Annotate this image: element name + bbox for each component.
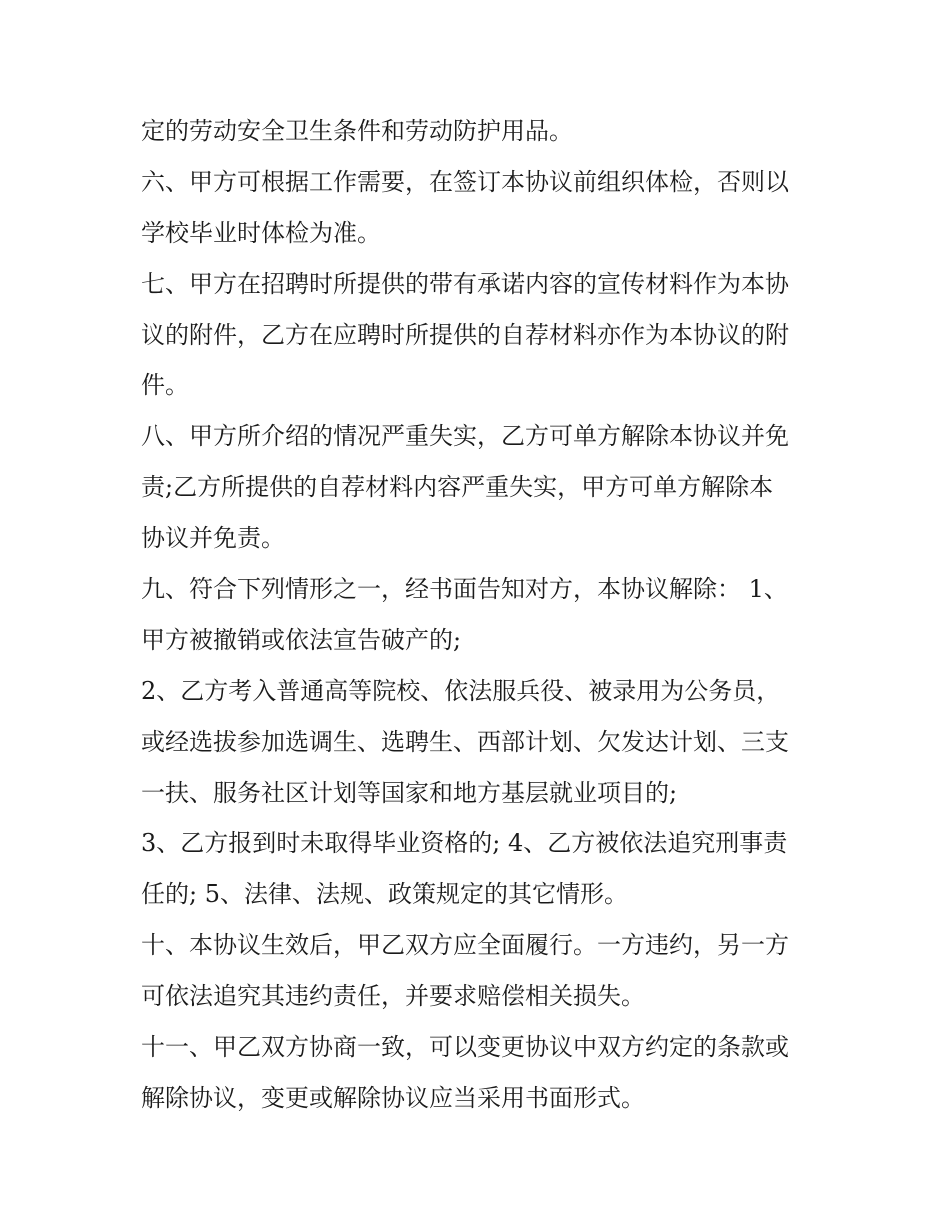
text-line: 一扶、服务社区计划等国家和地方基层就业项目的; [141, 778, 678, 807]
text-line: 2、乙方考入普通高等院校、依法服兵役、被录用为公务员， [141, 676, 781, 705]
text-line: 3、乙方报到时未取得毕业资格的; 4、乙方被依法追究刑事责 [141, 829, 788, 858]
text-line: 协议并免责。 [141, 524, 285, 553]
text-line: 责;乙方所提供的自荐材料内容严重失实，甲方可单方解除本 [141, 473, 774, 502]
text-line: 八、甲方所介绍的情况严重失实，乙方可单方解除本协议并免 [141, 422, 789, 451]
text-line: 十、本协议生效后，甲乙双方应全面履行。一方违约，另一方 [141, 931, 789, 960]
text-line: 九、符合下列情形之一，经书面告知对方，本协议解除： 1、 [141, 575, 788, 604]
text-line: 学校毕业时体检为准。 [141, 218, 381, 247]
text-line: 或经选拔参加选调生、选聘生、西部计划、欠发达计划、三支 [141, 727, 789, 756]
text-line: 定的劳动安全卫生条件和劳动防护用品。 [141, 117, 573, 145]
text-line: 任的; 5、法律、法规、政策规定的其它情形。 [141, 880, 628, 909]
text-line: 议的附件，乙方在应聘时所提供的自荐材料亦作为本协议的附 [141, 320, 789, 349]
document-body [141, 106, 821, 1124]
text-line: 可依法追究其违约责任，并要求赔偿相关损失。 [141, 982, 645, 1011]
text-line: 七、甲方在招聘时所提供的带有承诺内容的宣传材料作为本协 [141, 269, 789, 298]
text-line: 解除协议，变更或解除协议应当采用书面形式。 [141, 1083, 645, 1112]
text-line: 甲方被撤销或依法宣告破产的; [141, 625, 462, 654]
text-line: 十一、甲乙双方协商一致，可以变更协议中双方约定的条款或 [141, 1033, 789, 1062]
text-line: 六、甲方可根据工作需要，在签订本协议前组织体检，否则以 [141, 167, 789, 196]
text-line: 件。 [141, 371, 189, 400]
